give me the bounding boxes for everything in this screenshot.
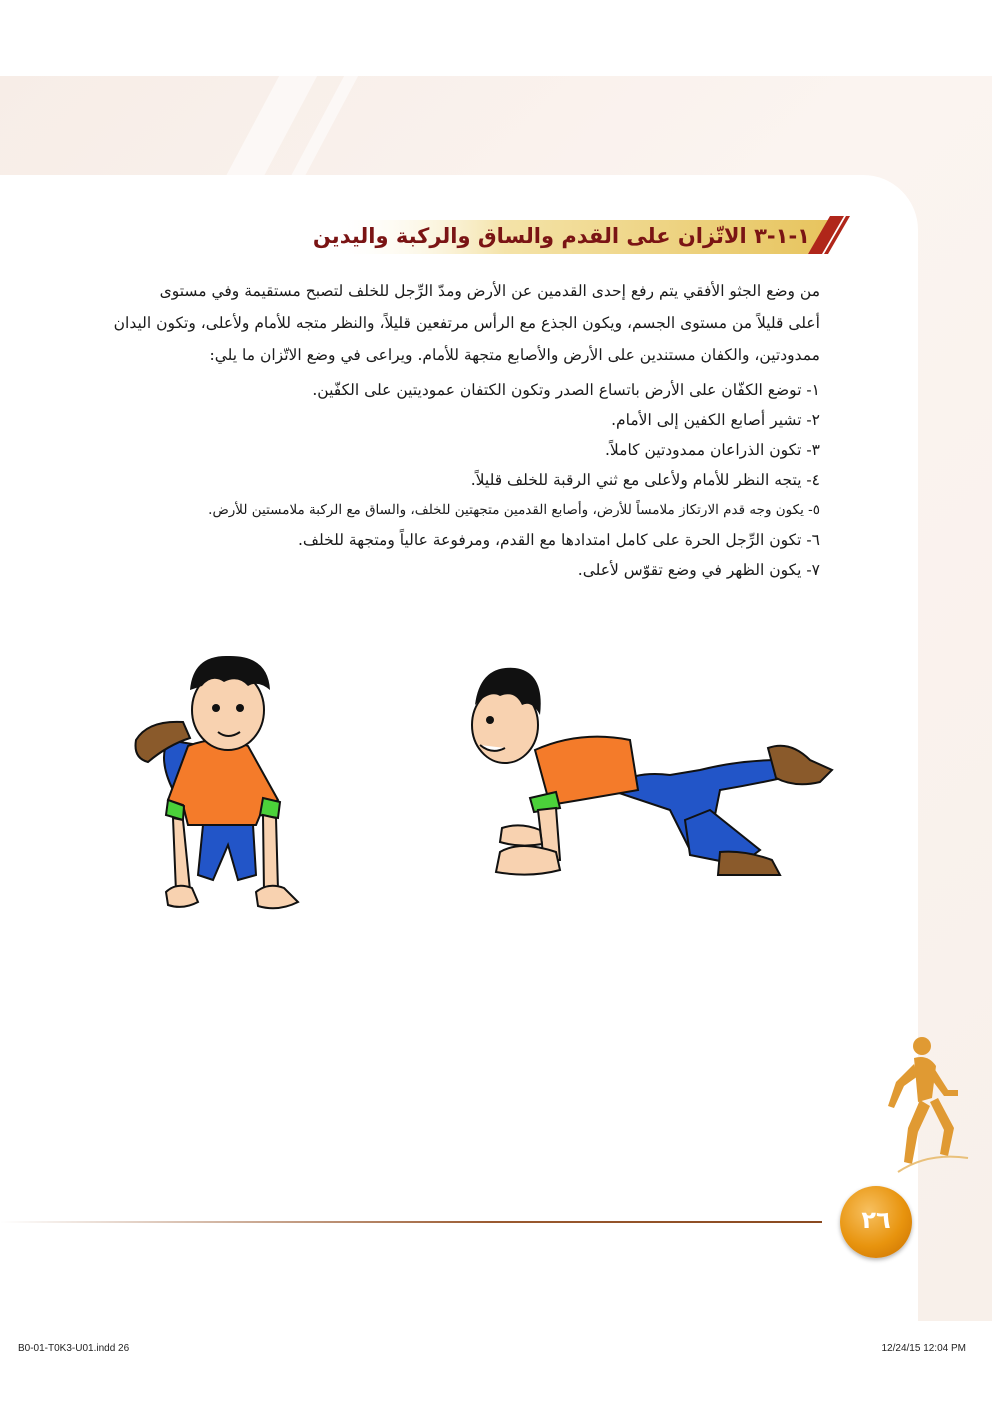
boy-front-view-illustration xyxy=(128,650,308,920)
print-slug-file: B0-01-T0K3-U01.indd 26 xyxy=(18,1343,130,1354)
list-item: ٥- يكون وجه قدم الارتكاز ملامساً للأرض، وأصابع القدمين متجهتين للخلف، والساق مع الركبة ملامستين للأرض. xyxy=(208,502,820,518)
list-item: ٣- تكون الذراعان ممدودتين كاملاً. xyxy=(604,441,820,459)
list-item: ٢- تشير أصابع الكفين إلى الأمام. xyxy=(611,411,820,429)
list-item: ٧- يكون الظهر في وضع تقوّس لأعلى. xyxy=(577,561,820,579)
intro-line: أعلى قليلاً من مستوى الجسم، ويكون الجذع مع الرأس مرتفعين قليلاً، والنظر متجه للأمام ولأعلى، وتكون اليدان xyxy=(113,314,820,332)
intro-line: من وضع الجثو الأفقي يتم رفع إحدى القدمين عن الأرض ومدّ الرِّجل للخلف لتصبح مستقيمة وفي مستوى xyxy=(159,282,820,300)
runner-icon xyxy=(878,1032,970,1182)
list-item: ٤- يتجه النظر للأمام ولأعلى مع ثني الرقبة للخلف قليلاً. xyxy=(470,471,820,489)
balance-points-list xyxy=(100,375,820,585)
list-item: ١- توضع الكفّان على الأرض باتساع الصدر وتكون الكتفان عموديتين على الكفّين. xyxy=(312,381,820,399)
page-number: ٢٦ xyxy=(861,1206,891,1234)
boy-side-view-illustration xyxy=(460,660,840,890)
list-item: ٦- تكون الرِّجل الحرة على كامل امتدادها مع القدم، ومرفوعة عالياً ومتجهة للخلف. xyxy=(298,531,820,549)
footer-rule xyxy=(0,1221,822,1223)
print-slug-datetime: 12/24/15 12:04 PM xyxy=(881,1343,966,1354)
section-title: ١-١-٣ الاتّزان على القدم والساق والركبة واليدين xyxy=(312,224,810,248)
intro-line: ممدودتين، والكفان مستندين على الأرض والأصابع متجهة للأمام. ويراعى في وضع الاتّزان ما يلي: xyxy=(209,346,820,364)
